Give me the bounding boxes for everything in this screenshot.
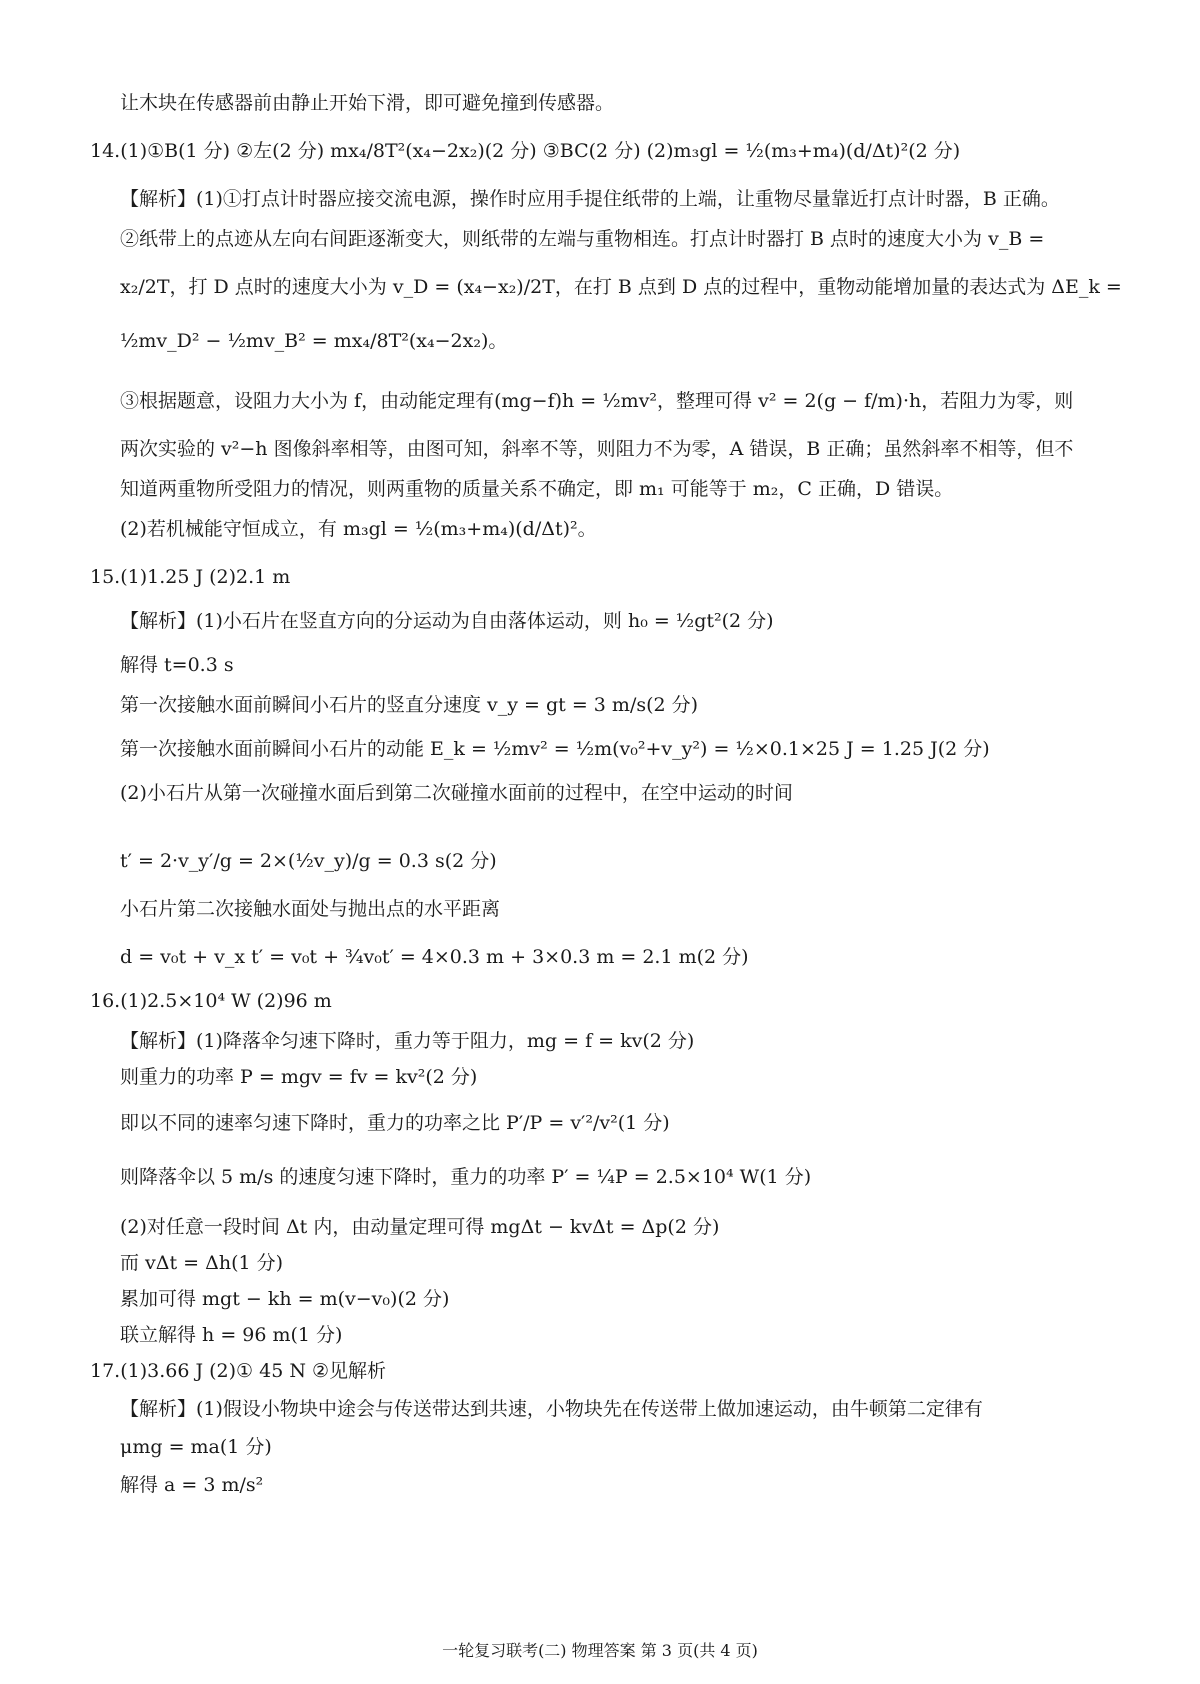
text-line: 14.(1)①B(1 分) ②左(2 分) mx₄/8T²(x₄−2x₂)(2 分) ③BC(2 分) (2)m₃gl = ½(m₃+m₄)(d/Δt)²(2 分) [90, 140, 961, 162]
text-line: 解得 a = 3 m/s² [120, 1474, 264, 1496]
text-line: 知道两重物所受阻力的情况，则两重物的质量关系不确定，即 m₁ 可能等于 m₂，C 正确，D 错误。 [120, 478, 954, 500]
text-line: 【解析】(1)①打点计时器应接交流电源，操作时应用手提住纸带的上端，让重物尽量靠近打点计时器，B 正确。 [120, 188, 1060, 210]
text-line: 【解析】(1)降落伞匀速下降时，重力等于阻力，mg = f = kv(2 分) [120, 1030, 695, 1052]
text-line: μmg = ma(1 分) [120, 1436, 272, 1458]
text-line: 16.(1)2.5×10⁴ W (2)96 m [90, 990, 332, 1012]
text-line: 两次实验的 v²−h 图像斜率相等，由图可知，斜率不等，则阻力不为零，A 错误，B 正确；虽然斜率不相等，但不 [120, 438, 1074, 460]
page-footer: 一轮复习联考(二) 物理答案 第 3 页(共 4 页) [442, 1641, 758, 1660]
text-line: 15.(1)1.25 J (2)2.1 m [90, 566, 291, 588]
text-line: ②纸带上的点迹从左向右间距逐渐变大，则纸带的左端与重物相连。打点计时器打 B 点时的速度大小为 v_B = [120, 228, 1045, 250]
text-line: t′ = 2·v_y′/g = 2×(½v_y)/g = 0.3 s(2 分) [120, 850, 497, 872]
text-line: ③根据题意，设阻力大小为 f，由动能定理有(mg−f)h = ½mv²，整理可得 v² = 2(g − f/m)·h，若阻力为零，则 [120, 390, 1074, 412]
text-line: 【解析】(1)假设小物块中途会与传送带达到共速，小物块先在传送带上做加速运动，由牛顿第二定律有 [120, 1398, 983, 1420]
text-line: (2)若机械能守恒成立，有 m₃gl = ½(m₃+m₄)(d/Δt)²。 [120, 518, 597, 540]
text-line: 则降落伞以 5 m/s 的速度匀速下降时，重力的功率 P′ = ¼P = 2.5×10⁴ W(1 分) [120, 1166, 812, 1188]
text-line: 累加可得 mgt − kh = m(v−v₀)(2 分) [120, 1288, 450, 1310]
text-line: 让木块在传感器前由静止开始下滑，即可避免撞到传感器。 [120, 92, 615, 114]
text-line: d = v₀t + v_x t′ = v₀t + ¾v₀t′ = 4×0.3 m + 3×0.3 m = 2.1 m(2 分) [120, 946, 749, 968]
text-line: 17.(1)3.66 J (2)① 45 N ②见解析 [90, 1360, 387, 1382]
text-line: (2)小石片从第一次碰撞水面后到第二次碰撞水面前的过程中，在空中运动的时间 [120, 782, 793, 804]
text-line: 第一次接触水面前瞬间小石片的动能 E_k = ½mv² = ½m(v₀²+v_y²) = ½×0.1×25 J = 1.25 J(2 分) [120, 738, 990, 760]
text-line: ½mv_D² − ½mv_B² = mx₄/8T²(x₄−2x₂)。 [120, 330, 508, 352]
text-line: 则重力的功率 P = mgv = fv = kv²(2 分) [120, 1066, 478, 1088]
text-line: 小石片第二次接触水面处与抛出点的水平距离 [120, 898, 501, 920]
text-line: 而 vΔt = Δh(1 分) [120, 1252, 284, 1274]
text-line: 解得 t=0.3 s [120, 654, 234, 676]
text-line: 【解析】(1)小石片在竖直方向的分运动为自由落体运动，则 h₀ = ½gt²(2 分) [120, 610, 774, 632]
text-line: 第一次接触水面前瞬间小石片的竖直分速度 v_y = gt = 3 m/s(2 分) [120, 694, 699, 716]
text-line: 联立解得 h = 96 m(1 分) [120, 1324, 343, 1346]
text-line: 即以不同的速率匀速下降时，重力的功率之比 P′/P = v′²/v²(1 分) [120, 1112, 670, 1134]
text-line: x₂/2T，打 D 点时的速度大小为 v_D = (x₄−x₂)/2T，在打 B 点到 D 点的过程中，重物动能增加量的表达式为 ΔE_k = [120, 276, 1122, 298]
text-line: (2)对任意一段时间 Δt 内，由动量定理可得 mgΔt − kvΔt = Δp(2 分) [120, 1216, 720, 1238]
